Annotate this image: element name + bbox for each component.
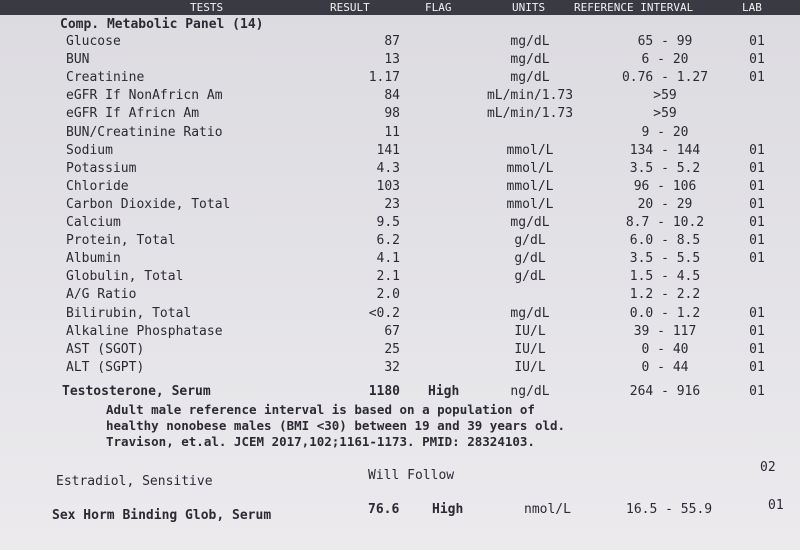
table-row: [0, 161, 800, 179]
test-name: Alkaline Phosphatase: [66, 323, 223, 339]
test-lab: 01: [749, 160, 765, 176]
test-name: eGFR If NonAfricn Am: [66, 88, 223, 104]
test-result: 103: [376, 178, 400, 194]
table-row: [0, 360, 800, 378]
test-name: Testosterone, Serum: [62, 384, 211, 399]
test-reference: 65 - 99: [637, 34, 693, 49]
test-reference: 0 - 40: [641, 341, 689, 357]
table-row: [0, 106, 800, 124]
test-lab: 01: [749, 34, 765, 49]
test-lab: 01: [768, 498, 784, 513]
note-line: Adult male reference interval is based on a population of: [106, 402, 535, 417]
test-reference: 264 - 916: [629, 384, 701, 399]
test-lab: 01: [749, 323, 765, 339]
test-lab: 01: [749, 251, 765, 267]
test-units: mmol/L: [506, 196, 554, 212]
test-units: mg/dL: [510, 52, 550, 68]
test-result: 67: [384, 323, 400, 339]
test-lab: 01: [749, 142, 765, 158]
test-units: mg/dL: [510, 70, 550, 86]
test-name: Creatinine: [66, 70, 145, 86]
table-row: [0, 143, 800, 161]
test-units: mmol/L: [506, 178, 554, 194]
test-units: mmol/L: [506, 142, 554, 158]
test-reference: 1.2 - 2.2: [629, 287, 701, 303]
table-row: [0, 197, 800, 215]
table-row: [0, 70, 800, 88]
header-tests: TESTS: [190, 1, 224, 14]
test-name: Carbon Dioxide, Total: [66, 196, 231, 212]
test-lab: 01: [749, 359, 765, 375]
test-flag: High: [428, 384, 460, 399]
test-reference: 20 - 29: [637, 196, 693, 212]
table-row: [0, 34, 800, 52]
test-reference: 0 - 44: [641, 359, 689, 375]
test-lab: 01: [749, 178, 765, 194]
test-reference: 9 - 20: [641, 124, 689, 140]
test-units: mmol/L: [506, 160, 554, 176]
column-header-bar: [0, 0, 800, 15]
panel-title: Comp. Metabolic Panel (14): [60, 17, 264, 32]
test-reference: 39 - 117: [633, 323, 697, 339]
test-reference: 1.5 - 4.5: [629, 269, 701, 285]
test-reference: 96 - 106: [633, 178, 697, 194]
shbg-row: [0, 498, 800, 523]
table-row: [0, 269, 800, 287]
test-result: 25: [384, 341, 400, 357]
table-row: [0, 306, 800, 324]
test-result: 98: [384, 106, 400, 122]
test-name: Protein, Total: [66, 233, 176, 249]
test-units: mg/dL: [510, 305, 550, 321]
header-lab: LAB: [742, 1, 762, 14]
table-row: [0, 233, 800, 251]
test-reference: 0.0 - 1.2: [629, 305, 701, 321]
estradiol-row: [0, 460, 800, 489]
test-name: Chloride: [66, 178, 129, 194]
test-result: 11: [384, 124, 400, 140]
test-units: g/dL: [514, 269, 546, 285]
test-units: IU/L: [514, 323, 546, 339]
test-lab: 01: [749, 305, 765, 321]
header-flag: FLAG: [425, 1, 452, 14]
test-name: eGFR If Africn Am: [66, 106, 200, 122]
test-reference: 3.5 - 5.5: [629, 251, 701, 267]
test-name: Bilirubin, Total: [66, 305, 192, 321]
test-units: mL/min/1.73: [486, 88, 574, 104]
test-result: 32: [384, 359, 400, 375]
table-row: [0, 215, 800, 233]
table-row: [0, 251, 800, 269]
test-result: 2.0: [376, 287, 400, 303]
test-units: g/dL: [514, 233, 546, 249]
test-units: mL/min/1.73: [486, 106, 574, 122]
test-name: BUN: [66, 52, 90, 68]
test-units: ng/dL: [510, 384, 550, 399]
test-result: 84: [384, 88, 400, 104]
test-name: Calcium: [66, 215, 121, 230]
test-lab: 01: [749, 341, 765, 357]
test-reference: 8.7 - 10.2: [625, 215, 705, 230]
table-row: [0, 324, 800, 342]
test-lab: 01: [749, 196, 765, 212]
test-name: AST (SGOT): [66, 341, 145, 357]
test-units: mg/dL: [510, 215, 550, 230]
test-result: 141: [376, 142, 400, 158]
test-reference: 3.5 - 5.2: [629, 160, 701, 176]
test-name: BUN/Creatinine Ratio: [66, 124, 223, 140]
table-row: [0, 52, 800, 70]
test-reference: >59: [653, 88, 677, 104]
test-result: 1180: [368, 384, 400, 399]
test-lab: 01: [749, 52, 765, 68]
test-units: IU/L: [514, 359, 546, 375]
test-flag: High: [432, 502, 464, 517]
test-reference: 134 - 144: [629, 142, 701, 158]
table-row: [0, 342, 800, 360]
test-result: 9.5: [376, 215, 400, 230]
testosterone-row: [0, 384, 800, 402]
table-row: [0, 88, 800, 106]
note-line: healthy nonobese males (BMI <30) between 19 and 39 years old.: [106, 418, 566, 433]
test-reference: 0.76 - 1.27: [621, 70, 709, 86]
header-result: RESULT: [330, 1, 370, 14]
table-row: [0, 179, 800, 197]
test-result: 76.6: [368, 502, 400, 517]
test-units: mg/dL: [510, 34, 550, 49]
test-lab: 02: [760, 460, 776, 475]
test-result: 1.17: [368, 70, 400, 86]
test-result: 6.2: [376, 233, 400, 249]
test-result: 2.1: [376, 269, 400, 285]
test-lab: 01: [749, 70, 765, 86]
test-name: ALT (SGPT): [66, 359, 145, 375]
test-units: IU/L: [514, 341, 546, 357]
test-reference: 16.5 - 55.9: [626, 502, 713, 517]
test-reference: 6 - 20: [641, 52, 689, 68]
header-units: UNITS: [512, 1, 546, 14]
test-units: g/dL: [514, 251, 546, 267]
test-result: 87: [384, 34, 400, 49]
test-name: Potassium: [66, 160, 137, 176]
test-result: 23: [384, 196, 400, 212]
test-name: Sex Horm Binding Glob, Serum: [52, 508, 272, 523]
test-result: 4.3: [376, 160, 400, 176]
header-reference: REFERENCE INTERVAL: [574, 1, 694, 14]
test-result: Will Follow: [368, 468, 455, 483]
test-lab: 01: [749, 384, 765, 399]
test-name: Glucose: [66, 34, 121, 49]
test-name: Sodium: [66, 142, 113, 158]
table-row: [0, 287, 800, 305]
test-name: Globulin, Total: [66, 269, 184, 285]
test-name: Estradiol, Sensitive: [56, 474, 213, 489]
test-lab: 01: [749, 215, 765, 230]
test-lab: 01: [749, 233, 765, 249]
test-units: nmol/L: [524, 502, 571, 517]
test-result: 13: [384, 52, 400, 68]
note-line: Travison, et.al. JCEM 2017,102;1161-1173. PMID: 28324103.: [106, 434, 535, 449]
test-result: 4.1: [376, 251, 400, 267]
test-reference: >59: [653, 106, 677, 122]
test-name: Albumin: [66, 251, 121, 267]
test-reference: 6.0 - 8.5: [629, 233, 701, 249]
table-row: [0, 125, 800, 143]
test-result: <0.2: [368, 305, 400, 321]
test-name: A/G Ratio: [66, 287, 137, 303]
